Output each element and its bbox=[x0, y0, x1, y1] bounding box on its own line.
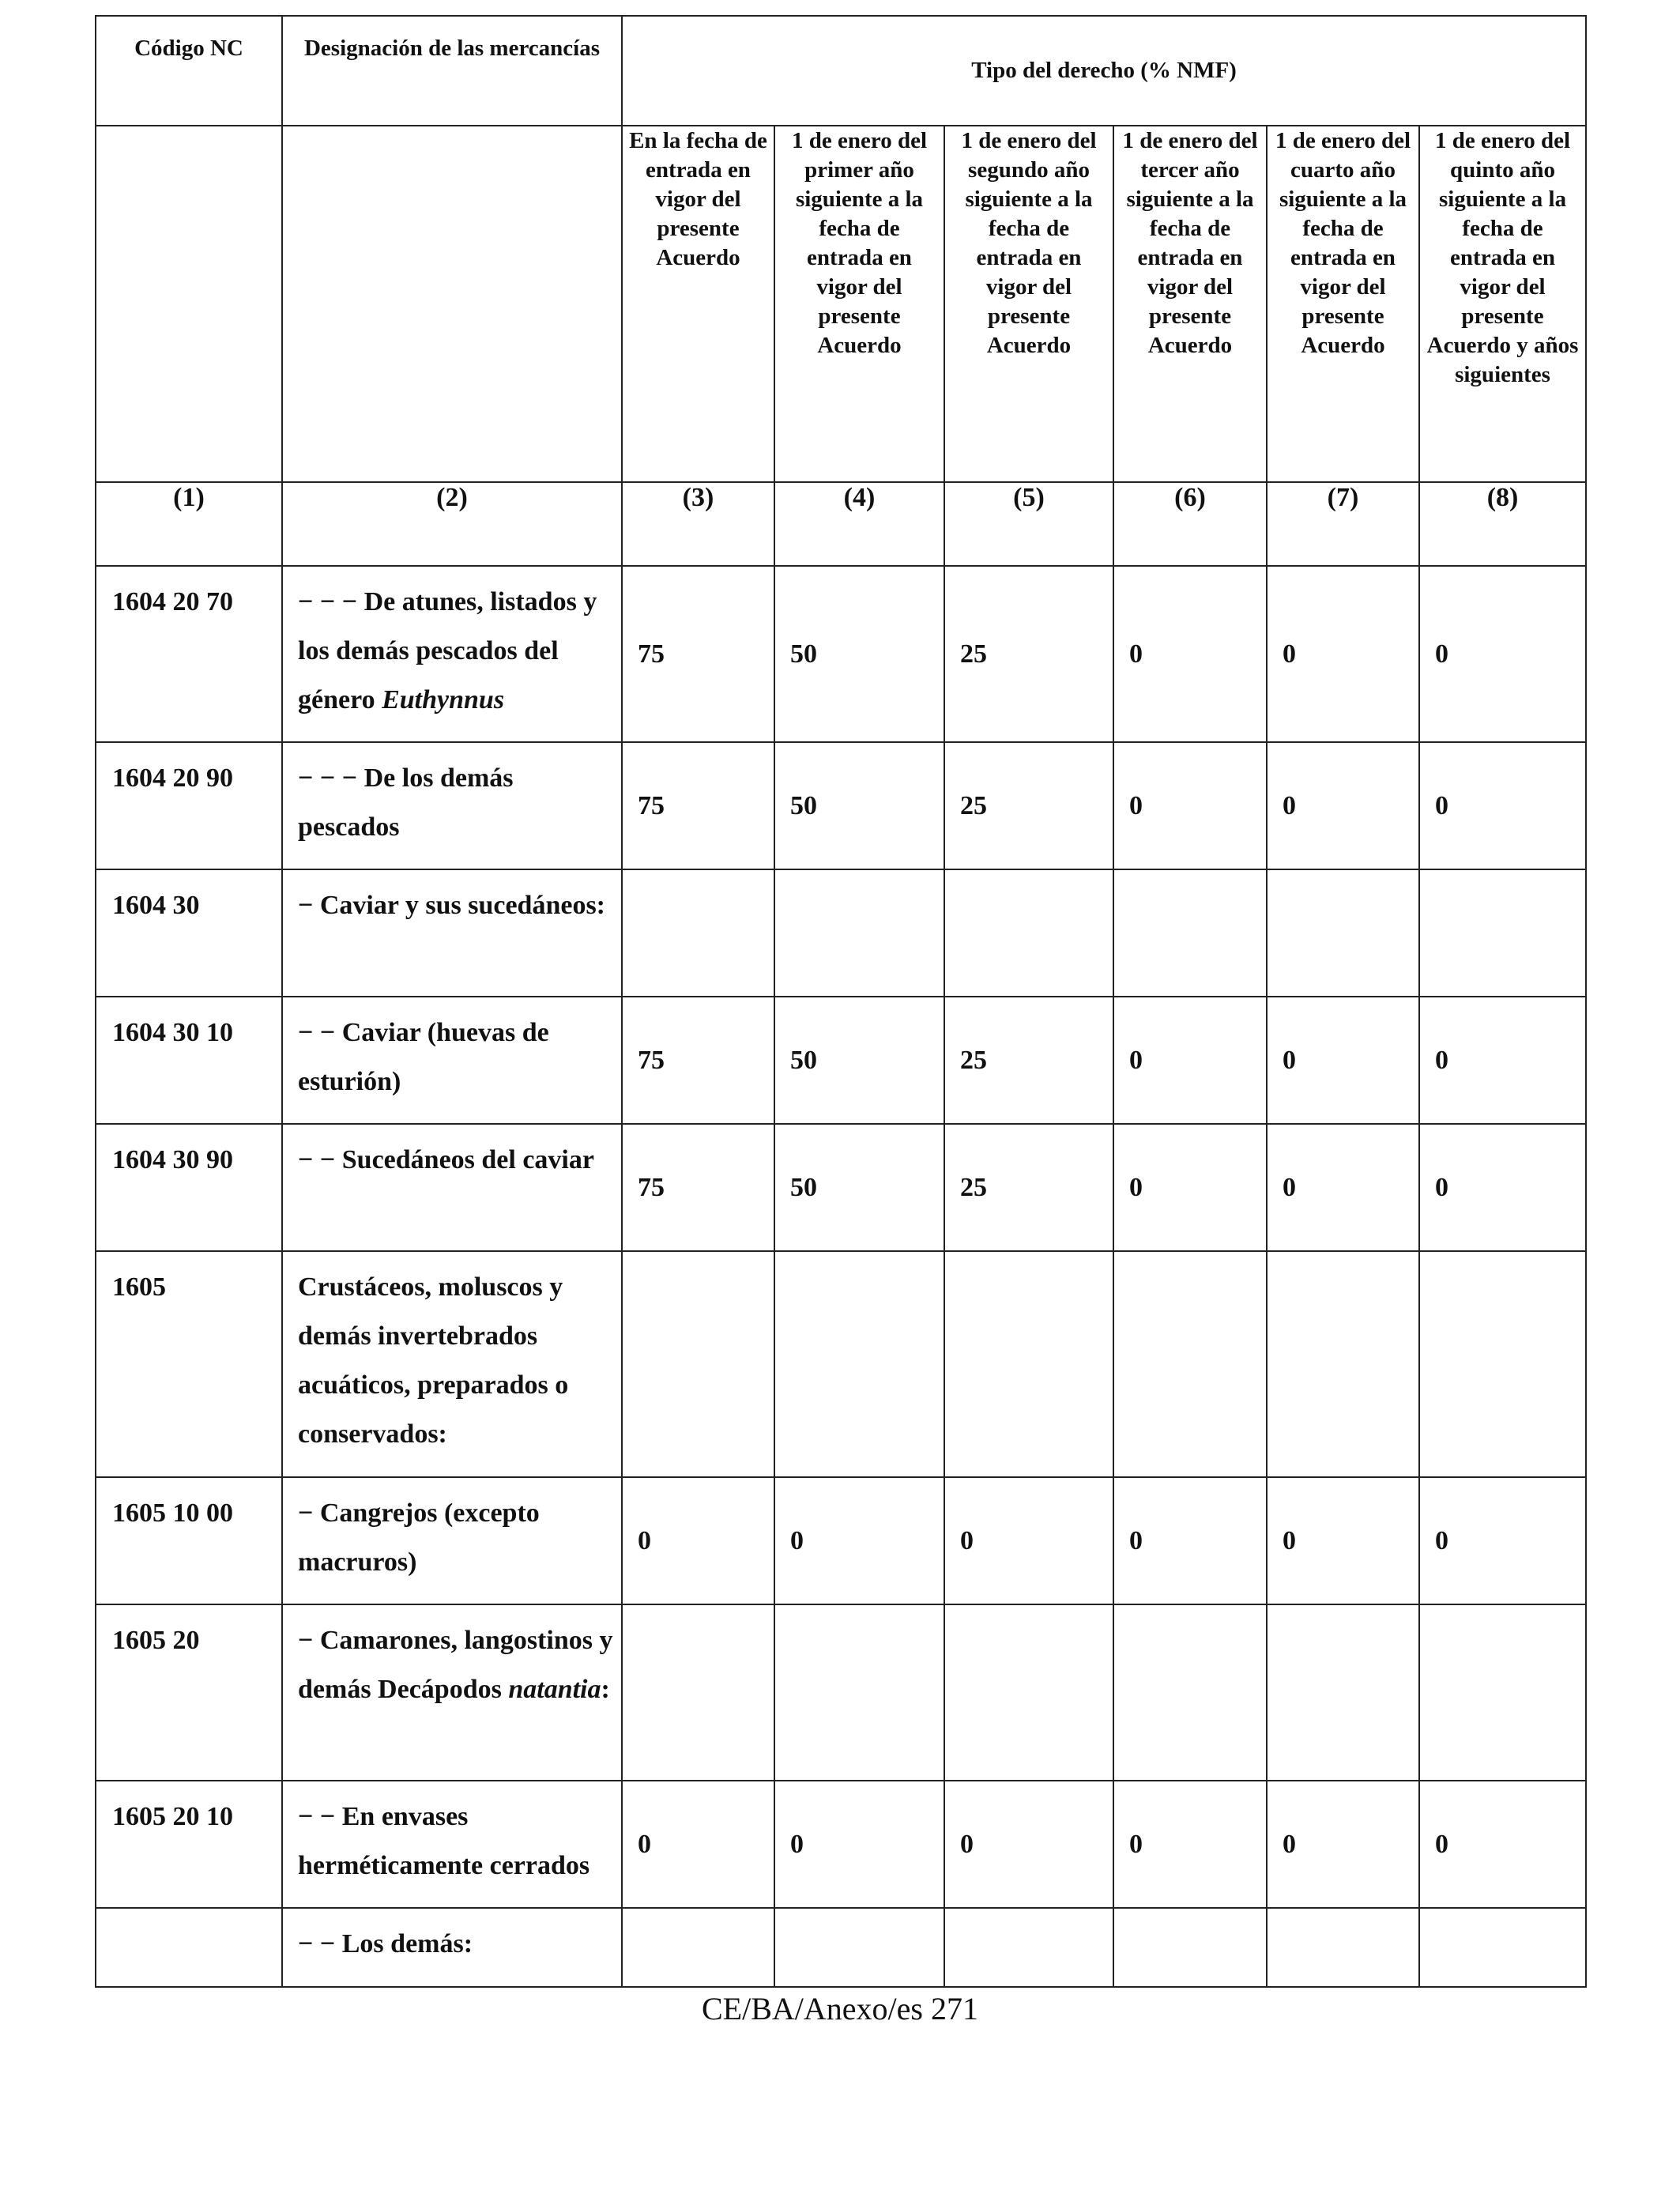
duty-rate-cell: 0 bbox=[1113, 1477, 1267, 1604]
table-row bbox=[96, 1604, 1586, 1781]
table-row bbox=[96, 1781, 1586, 1908]
description-italic: Euthynnus bbox=[382, 685, 505, 714]
duty-rate-cell bbox=[1419, 1604, 1586, 1781]
description-text: − − Caviar (huevas de esturión) bbox=[298, 1018, 549, 1096]
description-text: − Cangrejos (excepto macruros) bbox=[298, 1498, 540, 1577]
duty-rate-cell: 75 bbox=[622, 742, 774, 869]
duty-rate-cell: 0 bbox=[1267, 1781, 1419, 1908]
table-row bbox=[96, 566, 1586, 742]
duty-rate-cell bbox=[774, 1604, 944, 1781]
description-text: − − − De atunes, listados y los demás pescados del género bbox=[298, 587, 597, 714]
column-number: (1) bbox=[96, 482, 282, 566]
duty-rate-cell: 0 bbox=[1267, 997, 1419, 1124]
duty-rate-cell bbox=[944, 1908, 1113, 1987]
duty-rate-cell bbox=[622, 869, 774, 997]
duty-rate-cell: 75 bbox=[622, 566, 774, 742]
goods-description bbox=[282, 1251, 622, 1477]
description-italic: natantia bbox=[508, 1675, 601, 1704]
cn-code: 1605 bbox=[96, 1251, 282, 1477]
cn-code: 1604 20 90 bbox=[96, 742, 282, 869]
duty-rate-cell: 0 bbox=[1419, 566, 1586, 742]
description-text: Crustáceos, moluscos y demás invertebrados acuáticos, preparados o conservados: bbox=[298, 1272, 569, 1449]
duty-rate-cell bbox=[1267, 869, 1419, 997]
duty-rate-cell bbox=[1113, 1251, 1267, 1477]
cn-code: 1604 20 70 bbox=[96, 566, 282, 742]
duty-rate-cell: 75 bbox=[622, 997, 774, 1124]
duty-rate-cell bbox=[1419, 1908, 1586, 1987]
goods-description bbox=[282, 1124, 622, 1251]
goods-description bbox=[282, 742, 622, 869]
duty-rate-cell: 50 bbox=[774, 997, 944, 1124]
subheader-empty bbox=[282, 126, 622, 482]
header-designation: Designación de las mercancías bbox=[282, 16, 622, 126]
duty-rate-cell bbox=[774, 1908, 944, 1987]
duty-rate-cell bbox=[1267, 1604, 1419, 1781]
column-number: (3) bbox=[622, 482, 774, 566]
subheader-cell: 1 de enero del cuarto año siguiente a la fecha de entrada en vigor del presente Acuerdo bbox=[1267, 126, 1419, 482]
cn-code: 1604 30 10 bbox=[96, 997, 282, 1124]
duty-rate-cell: 0 bbox=[622, 1781, 774, 1908]
duty-rate-cell: 0 bbox=[1267, 1124, 1419, 1251]
cn-code bbox=[96, 1908, 282, 1987]
duty-rate-cell bbox=[774, 1251, 944, 1477]
duty-rate-cell: 0 bbox=[1113, 1124, 1267, 1251]
duty-rate-cell: 0 bbox=[1419, 1781, 1586, 1908]
column-number-row bbox=[96, 482, 1586, 566]
goods-description bbox=[282, 1908, 622, 1987]
subheader-cell: 1 de enero del tercer año siguiente a la fecha de entrada en vigor del presente Acuerdo bbox=[1113, 126, 1267, 482]
duty-rate-cell: 25 bbox=[944, 1124, 1113, 1251]
duty-rate-cell: 0 bbox=[1419, 1124, 1586, 1251]
goods-description bbox=[282, 869, 622, 997]
cn-code: 1605 10 00 bbox=[96, 1477, 282, 1604]
duty-rate-cell: 0 bbox=[774, 1477, 944, 1604]
goods-description bbox=[282, 1781, 622, 1908]
subheader-cell: 1 de enero del segundo año siguiente a la fecha de entrada en vigor del presente Acuerdo bbox=[944, 126, 1113, 482]
cn-code: 1605 20 10 bbox=[96, 1781, 282, 1908]
goods-description bbox=[282, 997, 622, 1124]
subheader-cell: 1 de enero del quinto año siguiente a la fecha de entrada en vigor del presente Acuerdo y años siguientes bbox=[1419, 126, 1586, 482]
table-row bbox=[96, 997, 1586, 1124]
duty-rate-cell: 0 bbox=[1419, 742, 1586, 869]
duty-rate-cell: 0 bbox=[944, 1781, 1113, 1908]
duty-rate-cell bbox=[1113, 869, 1267, 997]
description-text: − − Los demás: bbox=[298, 1929, 473, 1958]
duty-rate-cell: 0 bbox=[1113, 1781, 1267, 1908]
cn-code: 1605 20 bbox=[96, 1604, 282, 1781]
table-row bbox=[96, 869, 1586, 997]
description-tail: : bbox=[601, 1675, 610, 1704]
duty-rate-cell: 50 bbox=[774, 1124, 944, 1251]
table-row bbox=[96, 1124, 1586, 1251]
duty-rate-cell bbox=[944, 1604, 1113, 1781]
description-text: − − Sucedáneos del caviar bbox=[298, 1145, 594, 1174]
description-text: − − En envases herméticamente cerrados bbox=[298, 1802, 590, 1880]
subheader-row bbox=[96, 126, 1586, 482]
column-number: (5) bbox=[944, 482, 1113, 566]
duty-rate-cell bbox=[944, 869, 1113, 997]
duty-rate-cell: 0 bbox=[1113, 566, 1267, 742]
duty-rate-cell bbox=[622, 1908, 774, 1987]
header-duty-rate: Tipo del derecho (% NMF) bbox=[622, 16, 1586, 126]
duty-rate-cell: 25 bbox=[944, 742, 1113, 869]
subheader-empty bbox=[96, 126, 282, 482]
duty-rate-cell: 0 bbox=[774, 1781, 944, 1908]
goods-description bbox=[282, 1604, 622, 1781]
column-number: (4) bbox=[774, 482, 944, 566]
duty-rate-cell: 25 bbox=[944, 566, 1113, 742]
duty-rate-cell: 50 bbox=[774, 742, 944, 869]
duty-rate-cell bbox=[1267, 1251, 1419, 1477]
table-row bbox=[96, 1251, 1586, 1477]
duty-rate-cell bbox=[1267, 1908, 1419, 1987]
duty-rate-cell: 0 bbox=[1419, 997, 1586, 1124]
duty-rate-cell bbox=[1113, 1604, 1267, 1781]
tariff-table bbox=[95, 15, 1587, 1988]
table-row bbox=[96, 1908, 1586, 1987]
duty-rate-cell bbox=[622, 1251, 774, 1477]
duty-rate-cell bbox=[1113, 1908, 1267, 1987]
duty-rate-cell bbox=[944, 1251, 1113, 1477]
duty-rate-cell bbox=[622, 1604, 774, 1781]
column-number: (2) bbox=[282, 482, 622, 566]
duty-rate-cell: 0 bbox=[1419, 1477, 1586, 1604]
duty-rate-cell: 0 bbox=[622, 1477, 774, 1604]
table-row bbox=[96, 1477, 1586, 1604]
goods-description bbox=[282, 566, 622, 742]
cn-code: 1604 30 90 bbox=[96, 1124, 282, 1251]
cn-code: 1604 30 bbox=[96, 869, 282, 997]
description-text: − Camarones, langostinos y demás Decápodos bbox=[298, 1626, 613, 1704]
subheader-cell: 1 de enero del primer año siguiente a la fecha de entrada en vigor del presente Acuerdo bbox=[774, 126, 944, 482]
column-number: (7) bbox=[1267, 482, 1419, 566]
duty-rate-cell: 0 bbox=[1267, 1477, 1419, 1604]
duty-rate-cell: 0 bbox=[944, 1477, 1113, 1604]
duty-rate-cell: 0 bbox=[1113, 742, 1267, 869]
duty-rate-cell: 25 bbox=[944, 997, 1113, 1124]
page-footer: CE/BA/Anexo/es 271 bbox=[702, 1991, 978, 2026]
duty-rate-cell bbox=[774, 869, 944, 997]
duty-rate-cell bbox=[1419, 869, 1586, 997]
subheader-cell: En la fecha de entrada en vigor del presente Acuerdo bbox=[622, 126, 774, 482]
duty-rate-cell: 0 bbox=[1267, 566, 1419, 742]
duty-rate-cell: 0 bbox=[1267, 742, 1419, 869]
duty-rate-cell: 0 bbox=[1113, 997, 1267, 1124]
header-row bbox=[96, 16, 1586, 126]
duty-rate-cell: 50 bbox=[774, 566, 944, 742]
description-text: − Caviar y sus sucedáneos: bbox=[298, 891, 606, 920]
duty-rate-cell: 75 bbox=[622, 1124, 774, 1251]
column-number: (8) bbox=[1419, 482, 1586, 566]
goods-description bbox=[282, 1477, 622, 1604]
description-text: − − − De los demás pescados bbox=[298, 763, 514, 842]
column-number: (6) bbox=[1113, 482, 1267, 566]
table-row bbox=[96, 742, 1586, 869]
header-code-nc: Código NC bbox=[96, 16, 282, 126]
duty-rate-cell bbox=[1419, 1251, 1586, 1477]
